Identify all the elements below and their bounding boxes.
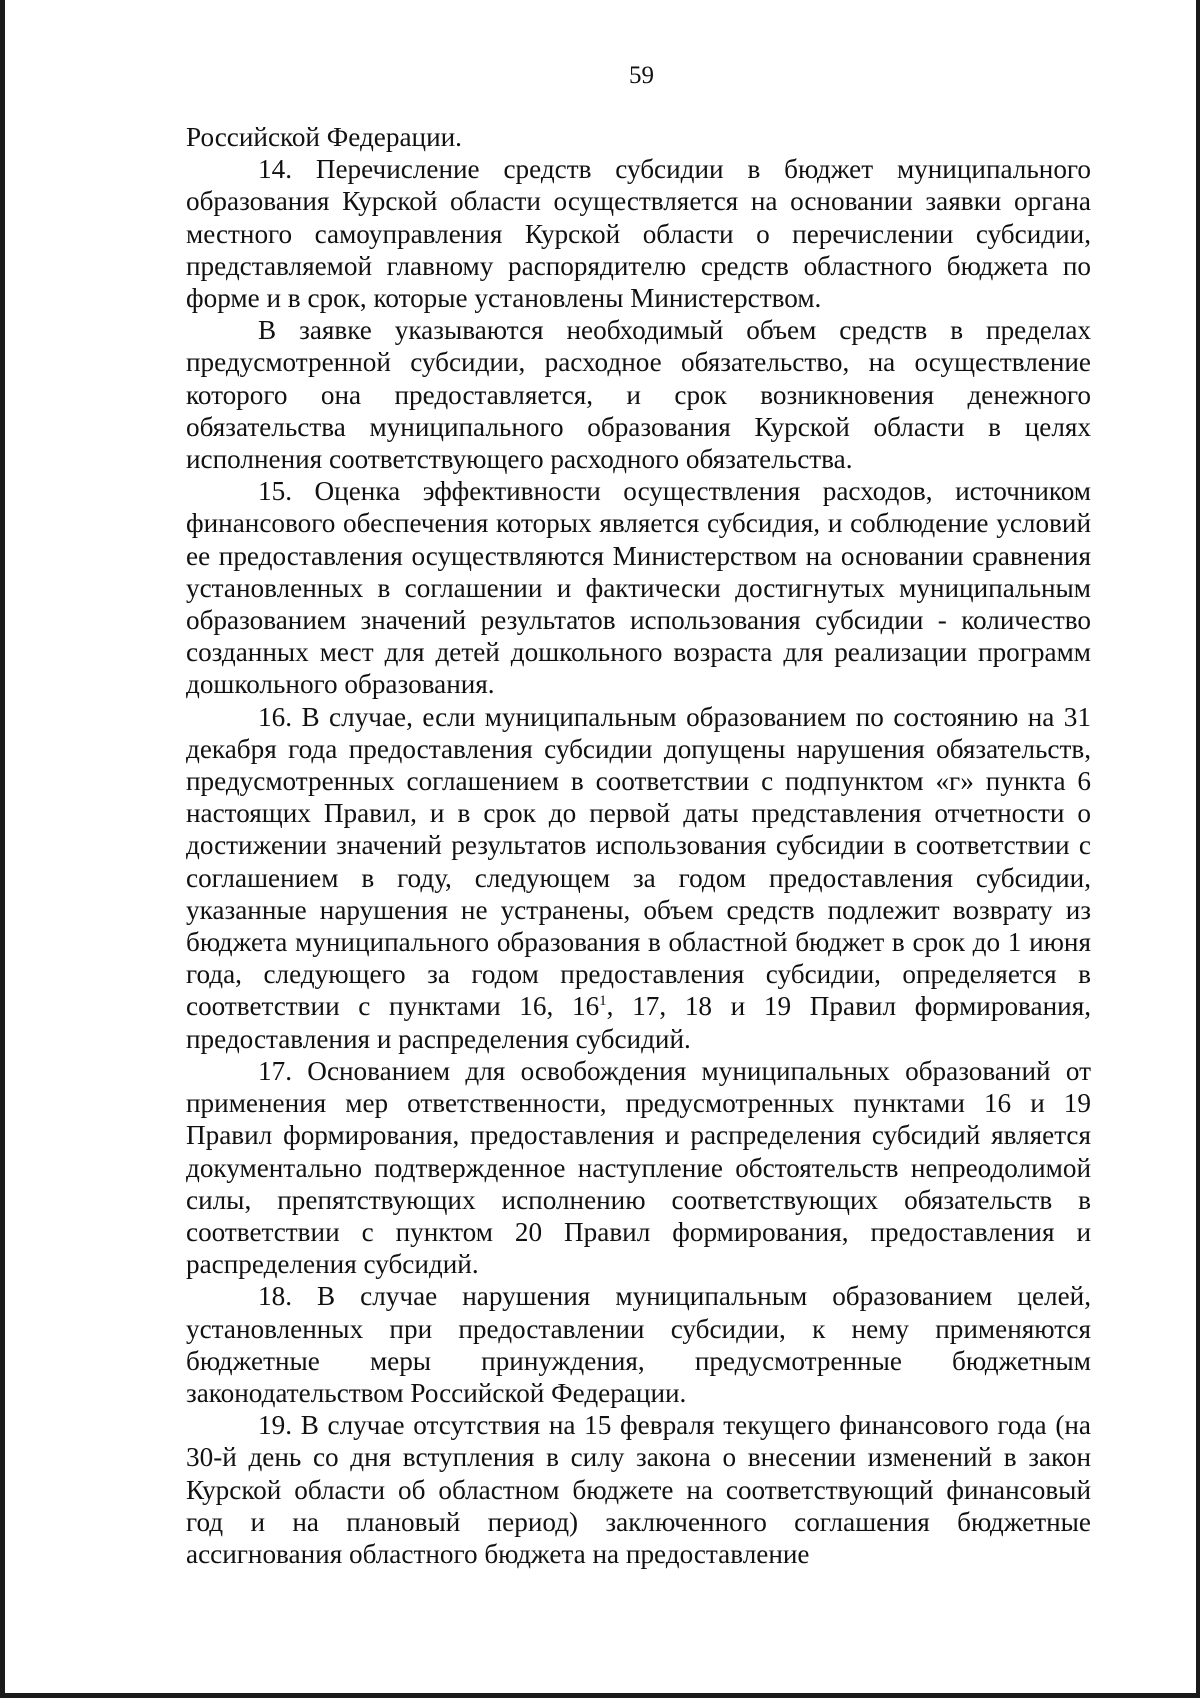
page-number: 59 <box>629 62 654 89</box>
document-body <box>186 121 1091 1570</box>
paragraph-item-14-application: В заявке указываются необходимый объем средств в пределах предусмотренной субсидии, расходное обязательство, на осуществление которого она предоставляется, и срок возникновения денежного обязательства муниципального образования Курской области в целях исполнения соответствующего расходного обязательства. <box>186 315 1091 475</box>
paragraph-item-16-text: 16. В случае, если муниципальным образованием по состоянию на 31 декабря года предоставления субсидии допущены нарушения обязательств, предусмотренных соглашением в соответствии с подпунктом «г» пункта 6 настоящих Правил, и в срок до первой даты представления отчетности о достижении значений результатов использования субсидии в соответствии с соглашением в году, следующем за годом предоставления субсидии, указанные нарушения не устранены, объем средств подлежит возврату из бюджета муниципального образования в областной бюджет в срок до 1 июня года, следующего за годом предоставления субсидии, определяется в соответствии с пунктами 16, 16 <box>186 701 1091 1022</box>
scan-border-left <box>0 0 5 1698</box>
scan-border-right <box>1196 0 1200 1698</box>
paragraph-item-15: 15. Оценка эффективности осуществления расходов, источником финансового обеспечения которых является субсидия, и соблюдение условий ее предоставления осуществляются Министерством на основании сравнения установленных в соглашении и фактически достигнутых муниципальным образованием значений результатов использования субсидии - количество созданных мест для детей дошкольного возраста для реализации программ дошкольного образования. <box>186 476 1091 700</box>
paragraph-item-14: 14. Перечисление средств субсидии в бюджет муниципального образования Курской области осуществляется на основании заявки органа местного самоуправления Курской области о перечислении субсидии, представляемой главному распорядителю средств областного бюджета по форме и в срок, которые установлены Министерством. <box>186 154 1091 314</box>
paragraph-item-17: 17. Основанием для освобождения муниципальных образований от применения мер ответственности, предусмотренных пунктами 16 и 19 Правил формирования, предоставления и распределения субсидий является документально подтвержденное наступление обстоятельств непреодолимой силы, препятствующих исполнению соответствующих обязательств в соответствии с пунктом 20 Правил формирования, предоставления и распределения субсидий. <box>186 1055 1091 1280</box>
paragraph-continuation: Российской Федерации. <box>186 122 462 152</box>
paragraph-item-18: 18. В случае нарушения муниципальным образованием целей, установленных при предоставлении субсидии, к нему применяются бюджетные меры принуждения, предусмотренные бюджетным законодательством Российской Федерации. <box>186 1281 1091 1408</box>
paragraph-item-19: 19. В случае отсутствия на 15 февраля текущего финансового года (на 30-й день со дня вступления в силу закона о внесении изменений в закон Курской области об областном бюджете на соответствующий финансовый год и на плановый период) заключенного соглашения бюджетные ассигнования областного бюджета на предоставление <box>186 1410 1091 1569</box>
paragraph-item-16 <box>186 701 1091 1055</box>
paragraph-item-16-tail: , 17, 18 и 19 Правил формирования, предоставления и распределения субсидий. <box>186 991 1091 1054</box>
scan-border-bottom <box>0 1693 1200 1698</box>
superscript-footnote: 1 <box>599 993 607 1010</box>
